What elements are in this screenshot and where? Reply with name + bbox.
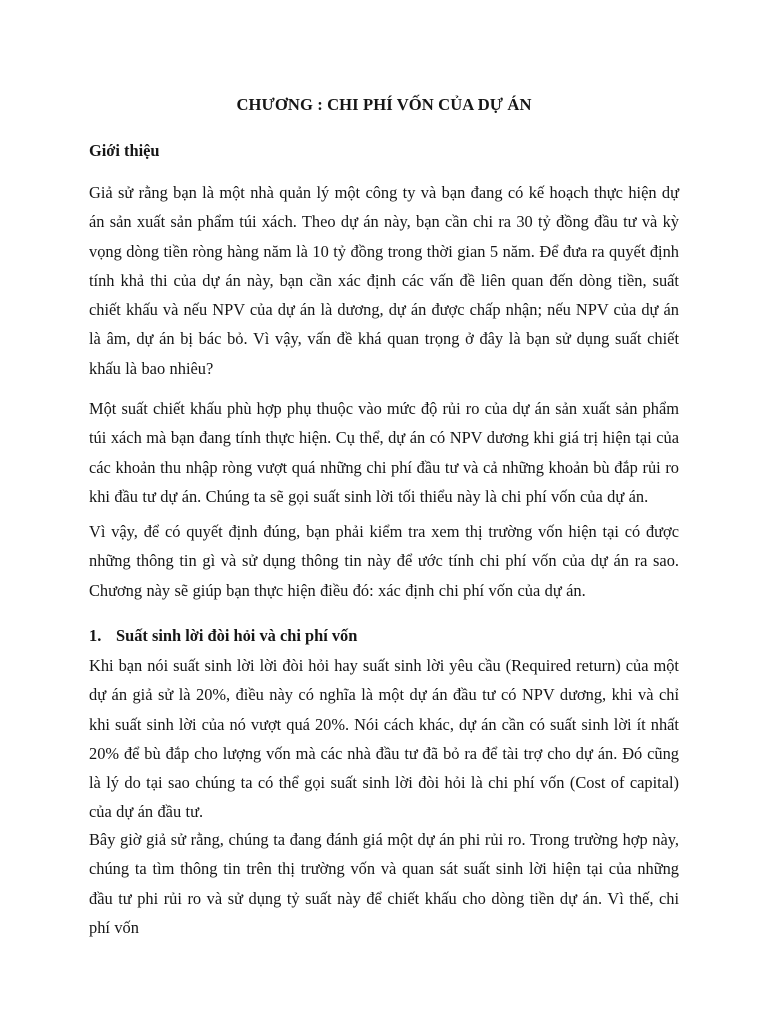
intro-paragraph: Giả sử rằng bạn là một nhà quản lý một công ty và bạn đang có kế hoạch thực hiện dự án sản xuất sản phẩm túi xách. Theo dự án này, bạn cần chi ra 30 tỷ đồng đầu tư và kỳ vọng dòng tiền ròng hàng năm là 10 tỷ đồng trong thời gian 5 năm. Để đưa ra quyết định tính khả thi của dự án này, bạn cần xác định các vấn đề liên quan đến dòng tiền, suất chiết khấu và nếu NPV của dự án là dương, dự án được chấp nhận; nếu NPV của dự án là âm, dự án bị bác bỏ. Vì vậy, vấn đề khá quan trọng ở đây là bạn sử dụng suất chiết khấu là bao nhiêu? xyxy=(89,183,679,378)
paragraph-discount-rate: Một suất chiết khấu phù hợp phụ thuộc vào mức độ rủi ro của dự án sản xuất sản phẩm túi xách mà bạn đang tính thực hiện. Cụ thể, dự án có NPV dương khi giá trị hiện tại của các khoản thu nhập ròng vượt quá những chi phí đầu tư và cả những khoản bù đắp rủi ro khi đầu tư dự án. Chúng ta sẽ gọi suất sinh lời tối thiểu này là chi phí vốn của dự án. xyxy=(89,399,679,506)
section-1-number: 1. xyxy=(89,626,102,645)
section-1-title: Suất sinh lời đòi hỏi và chi phí vốn xyxy=(116,626,358,645)
section-1-paragraph-risk-free: Bây giờ giả sử rằng, chúng ta đang đánh giá một dự án phi rủi ro. Trong trường hợp này, chúng ta tìm thông tin trên thị trường vốn và quan sát suất sinh lời hiện tại của những đầu tư phi rủi ro và sử dụng tỷ suất này để chiết khấu cho dòng tiền dự án. Vì thế, chi phí vốn xyxy=(89,830,679,937)
intro-heading: Giới thiệu xyxy=(89,141,160,160)
section-1-heading xyxy=(89,626,357,646)
chapter-title: CHƯƠNG : CHI PHÍ VỐN CỦA DỰ ÁN xyxy=(236,95,532,114)
section-1-paragraph-required-return: Khi bạn nói suất sinh lời lời đòi hỏi hay suất sinh lời yêu cầu (Required return) của một dự án giả sử là 20%, điều này có nghĩa là một dự án đầu tư có NPV dương, khi và chỉ khi suất sinh lời của nó vượt quá 20%. Nói cách khác, dự án cần có suất sinh lời ít nhất 20% để bù đắp cho lượng vốn mà các nhà đầu tư đã bỏ ra để tài trợ cho dự án. Đó cũng là lý do tại sao chúng ta có thể gọi suất sinh lời đòi hỏi là chi phí vốn (Cost of capital) của dự án đầu tư. xyxy=(89,656,679,822)
paragraph-capital-market: Vì vậy, để có quyết định đúng, bạn phải kiểm tra xem thị trường vốn hiện tại có được những thông tin gì và sử dụng thông tin này để ước tính chi phí vốn của dự án ra sao. Chương này sẽ giúp bạn thực hiện điều đó: xác định chi phí vốn của dự án. xyxy=(89,522,679,600)
